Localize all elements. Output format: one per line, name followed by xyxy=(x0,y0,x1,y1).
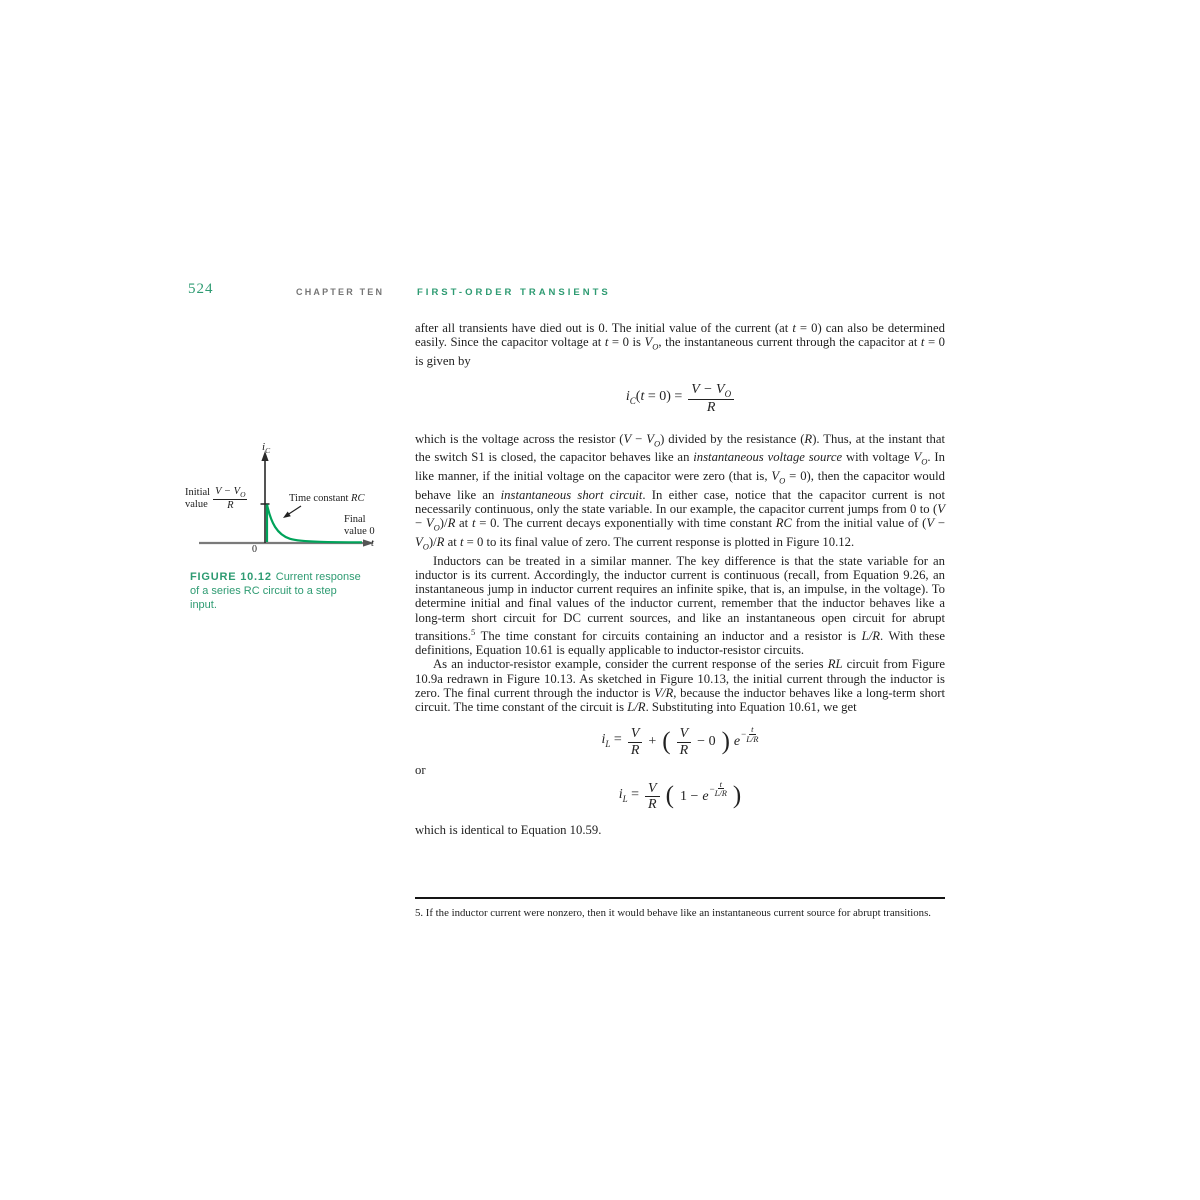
equation-inductor-current-general: $i_L$ = $\frac{V}{R}$ + ( $\frac{V}{R}$ − 0 ) e − $\frac{t}{L/R}$ xyxy=(601,723,759,758)
paragraph-1: after all transients have died out is 0. The initial value of the current (at t = 0) can also be determined easily. Since the capacitor voltage at t = 0 is $V_O$, the instantaneous current through the capacitor at t = 0 is given by xyxy=(415,321,946,368)
close-paren: ) xyxy=(721,727,730,755)
paragraph-5: which is identical to Equation 10.59. xyxy=(415,823,602,838)
initial-value-label xyxy=(185,486,247,512)
origin-label: 0 xyxy=(252,544,257,555)
open-paren: ( xyxy=(662,727,671,755)
equation-lhs: $i_L$ = xyxy=(601,732,622,750)
fraction: $\frac{V}{R}$ xyxy=(645,781,660,813)
x-axis-label: t xyxy=(371,538,374,549)
paragraph-2: which is the voltage across the resistor $(V - V_O)$ divided by the resistance (R). Thus, at the instant that the switch S1 is closed, the capacitor behaves like an instantaneous voltage source with voltage $V_O$. In like manner, if the initial voltage on the capacitor were zero (that is, $V_O = 0$), then the capacitor would behave like an instantaneous short circuit. In either case, notice that the capacitor current is not necessarily continuous, only the state variable. In our example, the capacitor current jumps from 0 to $(V - V_O)/R$ at t = 0. The current decays exponentially with time constant RC from the initial value of $(V - V_O)/R$ at t = 0 to its final value of zero. The current response is plotted in Figure 10.12. xyxy=(415,431,946,552)
initial-value-words: Initial value xyxy=(185,487,211,510)
exponential-term: e − $\frac{t}{L/R}$ xyxy=(702,778,727,804)
fraction: $\frac{V - V_O}{R}$ xyxy=(688,382,734,416)
annotation-arrowhead-icon xyxy=(283,512,291,519)
chapter-title: FIRST-ORDER TRANSIENTS xyxy=(417,287,611,298)
paragraph-4: As an inductor-resistor example, consider the current response of the series RL circuit from Figure 10.9a redrawn in Figure 10.13. As sketched in Figure 10.13, the initial current through the inductor is zero. The final current through the inductor is V/R, because the inductor behaves like a long-term short circuit. The time constant of the circuit is L/R. Substituting into Equation 10.61, we get xyxy=(415,657,946,715)
footnote-area xyxy=(415,897,945,920)
fraction: $\frac{V}{R}$ xyxy=(628,726,643,758)
figure-caption-text: Current response of a series RC circuit to a step input. xyxy=(190,571,361,611)
figure-caption-tag: FIGURE 10.12 xyxy=(190,571,272,583)
page-number: 524 xyxy=(188,281,214,297)
paragraph-3: Inductors can be treated in a similar manner. The key difference is that the state variable for an inductor is its current. Accordingly, the inductor current is continuous (recall, from Equation 9.26, an instantaneous jump in inductor current requires an infinite spike, that is, an impulse, in the voltage). To determine initial and final values of the inductor current, remember that the inductor behaves like a long-term short circuit for DC current sources, and like an instantaneous open circuit for abrupt transitions.$^5$ The time constant for circuits containing an inductor and a resistor is L/R. With these definitions, Equation 10.61 is equally applicable to inductor-resistor circuits. xyxy=(415,553,945,658)
equation-inductor-current-simplified: $i_L$ = $\frac{V}{R}$ ( 1 − e − $\frac{t}{L/R}$ ) xyxy=(618,778,742,813)
y-axis-label: $i_C$ xyxy=(262,441,271,456)
exponential-term: e − $\frac{t}{L/R}$ xyxy=(733,723,759,750)
footnote-rule xyxy=(415,897,945,899)
close-paren: ) xyxy=(732,782,742,810)
open-paren: ( xyxy=(665,782,674,810)
equation-capacitor-current xyxy=(415,382,945,416)
equation-lhs: $i_L$ = xyxy=(618,786,640,804)
chapter-label: CHAPTER TEN xyxy=(296,287,385,297)
figure-caption xyxy=(190,571,362,612)
body-column xyxy=(415,321,945,837)
time-constant-label: Time constant RC xyxy=(289,493,365,504)
or-connector: or xyxy=(415,762,426,777)
fraction: $\frac{V}{R}$ xyxy=(677,726,692,758)
equation-lhs: $i_C(t = 0)$ = xyxy=(625,388,683,406)
figure-10-12-plot xyxy=(185,442,397,570)
annotation-arrow-line xyxy=(288,506,301,515)
final-value-label: Final value 0 xyxy=(344,514,375,537)
initial-value-fraction: $\frac{V - V_O}{R}$ xyxy=(215,486,246,512)
footnote-text: 5. If the inductor current were nonzero, then it would behave like an instantaneous current source for abrupt transitions. xyxy=(415,907,931,919)
